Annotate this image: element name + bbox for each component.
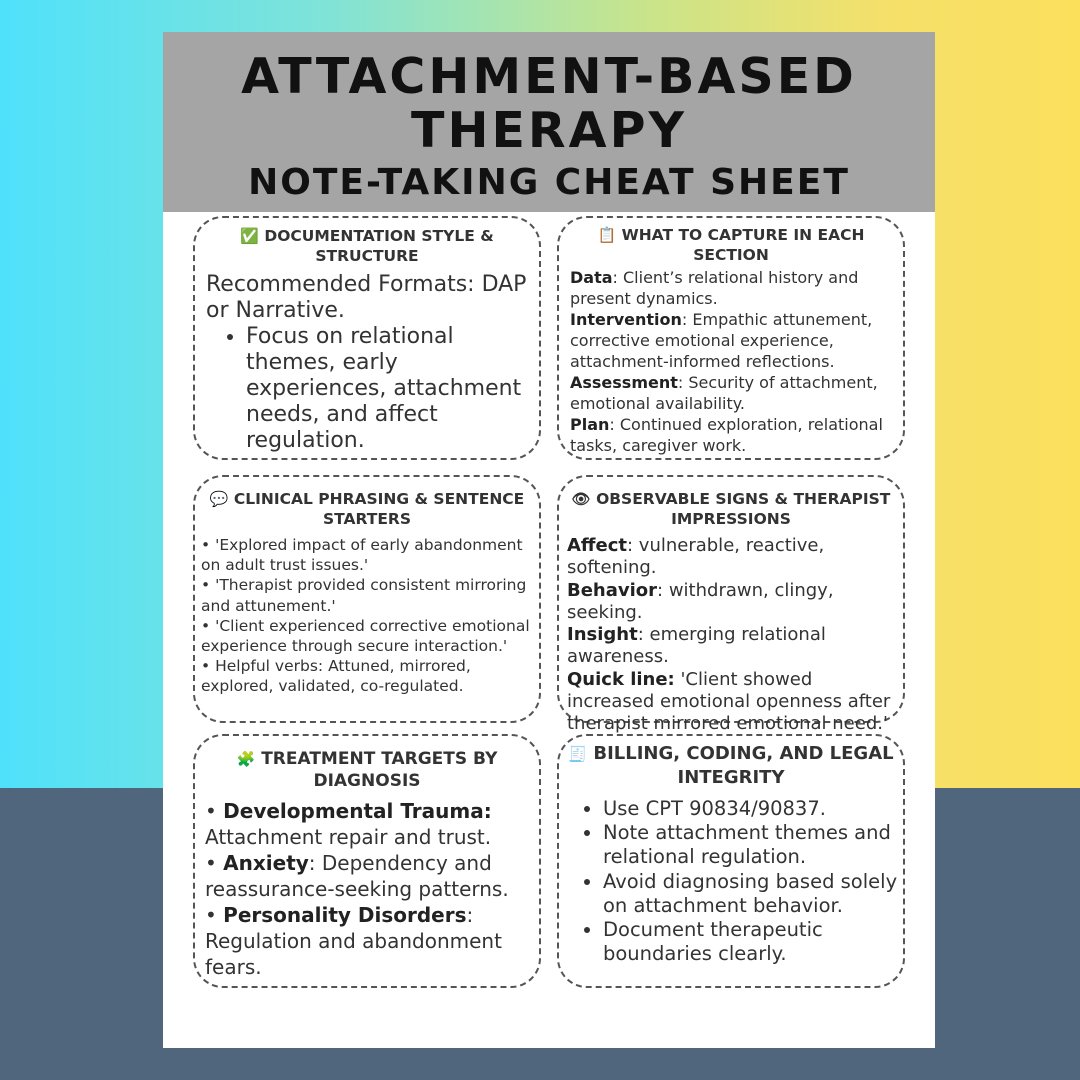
list-item: • Document therapeutic boundaries clearly. [603,918,903,966]
list-item: • 'Therapist provided consistent mirroring and attunement.' [201,576,527,615]
formats-text: Recommended Formats: DAP or Narrative. [206,272,527,323]
card-title-text: CLINICAL PHRASING & SENTENCE STARTERS [233,490,525,528]
eye-icon: 👁 [571,490,591,508]
title-line-1: ATTACHMENT-BASED [241,48,857,105]
list-item: • Developmental Trauma: Attachment repair and trust. [205,799,492,849]
list-item: • Note attachment themes and relational regulation. [603,821,903,869]
card-title-text: OBSERVABLE SIGNS & THERAPIST IMPRESSIONS [596,490,891,528]
receipt-icon: 🧾 [568,745,588,763]
cheat-sheet-page [163,32,935,1048]
puzzle-piece-icon: 🧩 [236,750,256,768]
list-item: • Anxiety: Dependency and reassurance-seeking patterns. [205,851,509,901]
list-item: Data: Client’s relational history and present dynamics. [570,268,859,308]
list-item: • Focus on relational themes, early experiences, attachment needs, and affect regulation. [246,324,531,454]
title-line-2: THERAPY [411,102,687,159]
list-item: Assessment: Security of attachment, emotional availability. [570,373,878,413]
card-title [195,748,539,792]
card-title [195,226,539,266]
card-title-text: TREATMENT TARGETS BY DIAGNOSIS [261,749,498,791]
list-item: • 'Client experienced corrective emotional experience through secure interaction.' [201,616,530,656]
treatment-targets-card [193,734,541,988]
list-item: • Use CPT 90834/90837. [603,797,903,821]
speech-bubble-icon: 💬 [209,490,229,508]
list-item: Quick line: 'Client showed increased emotional openness after therapist mirrored emotional need.' [567,668,891,735]
what-to-capture-card [557,216,905,460]
list-item: • Personality Disorders: Regulation and abandonment fears. [205,903,502,979]
list-item: Intervention: Empathic attunement, corrective emotional experience, attachment-informed reflections. [570,310,873,371]
billing-coding-card [557,734,905,988]
header-banner [163,32,935,212]
clinical-phrasing-card [193,475,541,723]
subtitle: NOTE-TAKING CHEAT SHEET [248,162,850,203]
list-item: • Helpful verbs: Attuned, mirrored, explored, validated, co-regulated. [201,657,471,696]
clipboard-icon: 📋 [597,226,617,244]
list-item: • Avoid diagnosing based solely on attachment behavior. [603,870,903,918]
card-title [195,489,539,529]
check-mark-icon: ✅ [240,227,259,245]
documentation-style-card [193,216,541,460]
list-item: Behavior: withdrawn, clingy, seeking. [567,579,834,623]
list-item: Insight: emerging relational awareness. [567,624,826,668]
card-title [559,225,903,265]
list-item: Affect: vulnerable, reactive, softening. [567,535,825,579]
observable-signs-card [557,475,905,735]
card-title-text: BILLING, CODING, AND LEGAL INTEGRITY [593,743,894,788]
list-item: • 'Explored impact of early abandonment on adult trust issues.' [201,536,523,575]
card-title [559,742,903,789]
card-title-text: WHAT TO CAPTURE IN EACH SECTION [621,226,865,264]
list-item: Plan: Continued exploration, relational tasks, caregiver work. [570,415,883,455]
card-title-text: DOCUMENTATION STYLE & STRUCTURE [264,227,494,265]
card-title [559,489,903,529]
